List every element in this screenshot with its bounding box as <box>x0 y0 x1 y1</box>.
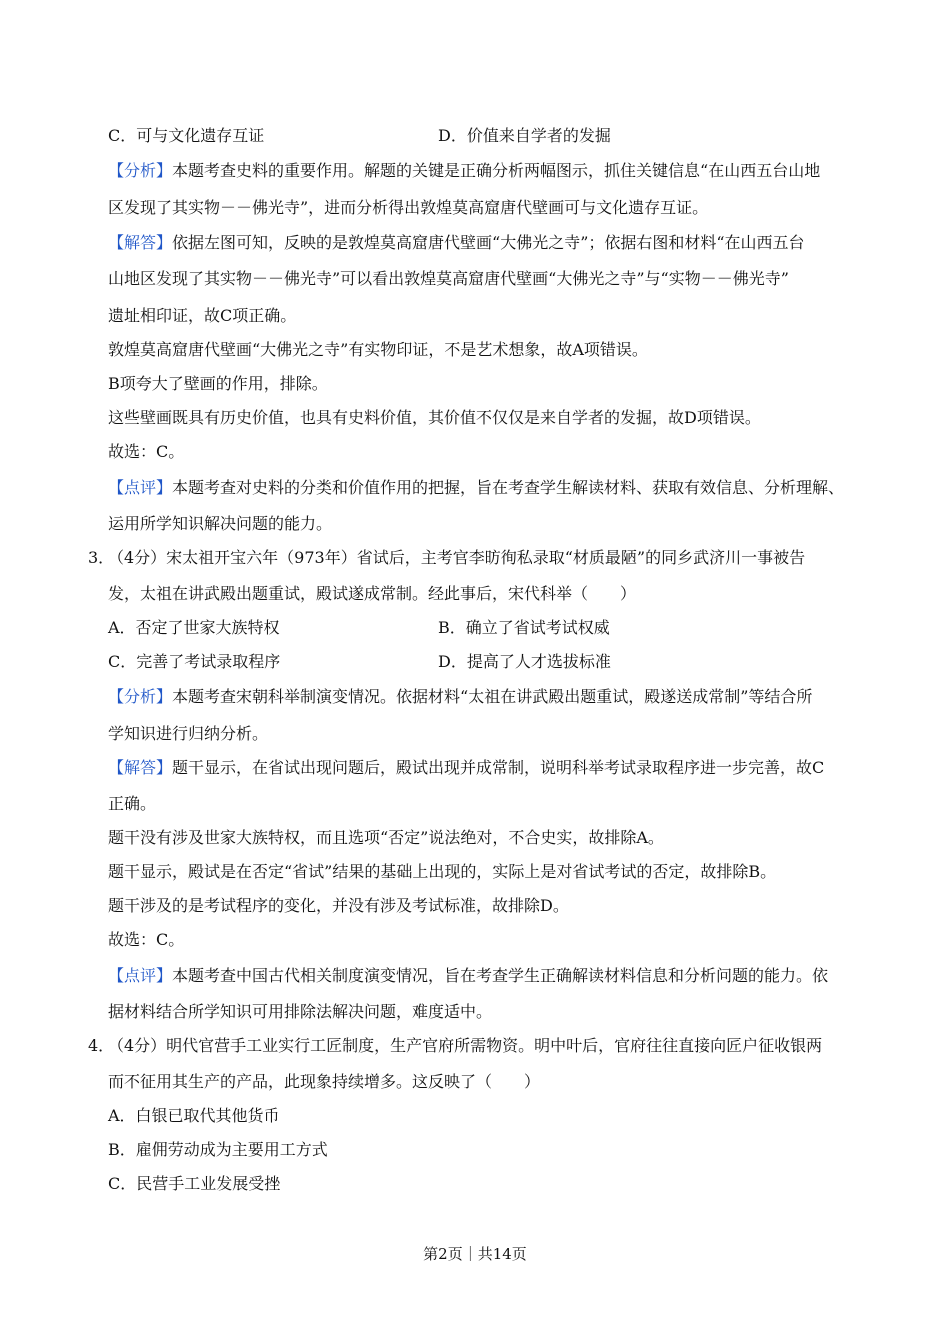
question-stem: 而不征用其生产的产品，此现象持续增多。这反映了（ ） <box>108 1072 541 1091</box>
comment-tag: 【点评】 <box>108 478 173 497</box>
question-stem: （4分）宋太祖开宝六年（973年）省试后，主考官李昉徇私录取“材质最陋”的同乡武济川一事被告 <box>108 548 806 567</box>
answer-line: 故选：C。 <box>108 930 185 949</box>
answer-line: 【解答】依据左图可知，反映的是敦煌莫高窟唐代壁画“大佛光之寺”；依据右图和材料“在山西五台 <box>108 233 805 252</box>
option-a: A．白银已取代其他货币 <box>108 1106 280 1125</box>
comment-line: 【点评】本题考查中国古代相关制度演变情况，旨在考查学生正确解读材料信息和分析问题的能力。依 <box>108 966 829 985</box>
answer-line: 山地区发现了其实物－－佛光寺”可以看出敦煌莫高窟唐代壁画“大佛光之寺”与“实物－－佛光寺” <box>108 269 789 288</box>
page-footer: 第2页｜共14页 <box>423 1245 527 1263</box>
option-a: A．否定了世家大族特权 <box>108 618 280 637</box>
answer-tag: 【解答】 <box>108 758 173 777</box>
answer-line: 敦煌莫高窟唐代壁画“大佛光之寺”有实物印证，不是艺术想象，故A项错误。 <box>108 340 648 359</box>
answer-line: 这些壁画既具有历史价值，也具有史料价值，其价值不仅仅是来自学者的发掘，故D项错误。 <box>108 408 761 427</box>
question-stem: 发，太祖在讲武殿出题重试，殿试遂成常制。经此事后，宋代科举（ ） <box>108 584 637 603</box>
option-d: D．提高了人才选拔标准 <box>438 652 611 671</box>
option-c: C．民营手工业发展受挫 <box>108 1174 281 1193</box>
option-d: D．价值来自学者的发掘 <box>438 126 611 145</box>
analysis-tag: 【分析】 <box>108 161 173 180</box>
comment-tag: 【点评】 <box>108 966 173 985</box>
comment-line: 【点评】本题考查对史料的分类和价值作用的把握，旨在考查学生解读材料、获取有效信息、分析理解、 <box>108 478 845 497</box>
question-number: 4． <box>88 1036 115 1055</box>
answer-line: 【解答】题干显示，在省试出现问题后，殿试出现并成常制，说明科举考试录取程序进一步完善，故C <box>108 758 825 777</box>
option-c: C．可与文化遗存互证 <box>108 126 265 145</box>
analysis-line: 【分析】本题考查史料的重要作用。解题的关键是正确分析两幅图示，抓住关键信息“在山西五台山地 <box>108 161 821 180</box>
answer-line: 正确。 <box>108 794 157 813</box>
comment-line: 运用所学知识解决问题的能力。 <box>108 514 333 533</box>
analysis-line: 【分析】本题考查宋朝科举制演变情况。依据材料“太祖在讲武殿出题重试，殿遂送成常制”等结合所 <box>108 687 813 706</box>
answer-line: 题干显示，殿试是在否定“省试”结果的基础上出现的，实际上是对省试考试的否定，故排除B。 <box>108 862 777 881</box>
option-b: B．雇佣劳动成为主要用工方式 <box>108 1140 328 1159</box>
answer-line: B项夸大了壁画的作用，排除。 <box>108 374 328 393</box>
answer-line: 题干没有涉及世家大族特权，而且选项“否定”说法绝对，不合史实，故排除A。 <box>108 828 664 847</box>
option-c: C．完善了考试录取程序 <box>108 652 281 671</box>
question-stem: （4分）明代官营手工业实行工匠制度，生产官府所需物资。明中叶后，官府往往直接向匠户征收银两 <box>108 1036 823 1055</box>
answer-line: 遗址相印证，故C项正确。 <box>108 306 297 325</box>
analysis-line: 学知识进行归纳分析。 <box>108 724 269 743</box>
option-b: B．确立了省试考试权威 <box>438 618 610 637</box>
answer-tag: 【解答】 <box>108 233 173 252</box>
analysis-tag: 【分析】 <box>108 687 173 706</box>
answer-line: 题干涉及的是考试程序的变化，并没有涉及考试标准，故排除D。 <box>108 896 569 915</box>
analysis-line: 区发现了其实物－－佛光寺”，进而分析得出敦煌莫高窟唐代壁画可与文化遗存互证。 <box>108 198 709 217</box>
answer-line: 故选：C。 <box>108 442 185 461</box>
question-number: 3． <box>88 548 115 567</box>
comment-line: 据材料结合所学知识可用排除法解决问题，难度适中。 <box>108 1002 493 1021</box>
